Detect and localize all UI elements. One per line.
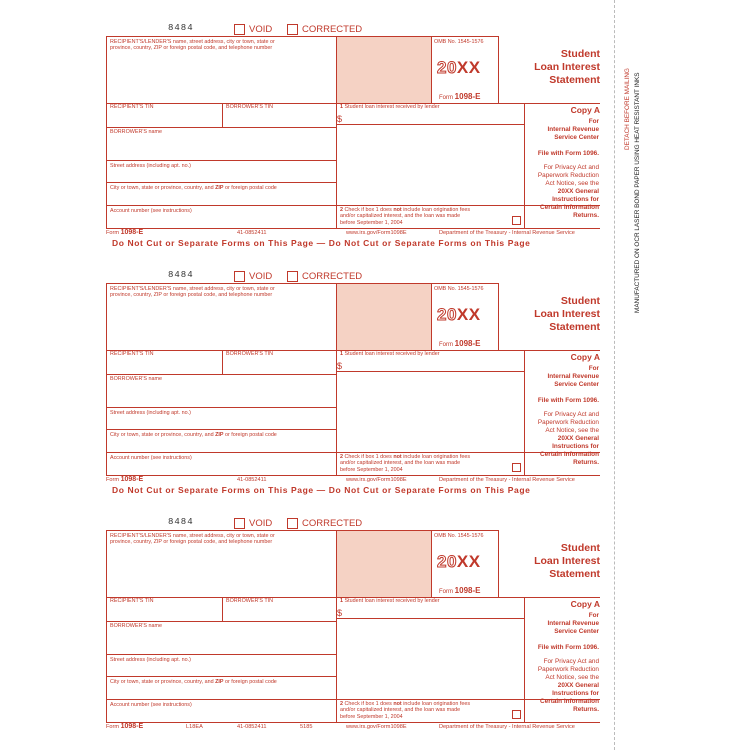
footer-cat-code: 41-0852411 — [237, 724, 267, 730]
form-code: 8484 — [168, 517, 194, 527]
box1-label: 1 Student loan interest received by lender — [340, 104, 440, 110]
omb-number: OMB No. 1545-1576 — [434, 533, 484, 539]
box2-label: 2 Check if box 1 does not include loan origination fees and/or capitalized interest, and the loan was made before September 1, 2004 — [340, 701, 471, 720]
recipient-tin-label: RECIPIENT'S TIN — [110, 351, 154, 357]
account-number-label: Account number (see instructions) — [110, 702, 192, 708]
form-title: Student Loan Interest Statement — [534, 542, 600, 580]
footer-form-id: Form 1098-E — [106, 229, 144, 236]
borrower-tin-label: BORROWER'S TIN — [226, 104, 274, 110]
account-number-label: Account number (see instructions) — [110, 455, 192, 461]
street-address-label: Street address (including apt. no.) — [110, 410, 191, 416]
privacy-notice: For Privacy Act and Paperwork Reduction Act Notice, see the 20XX General Instructions for Certain Information Returns. — [537, 411, 599, 466]
corrected-label: CORRECTED — [302, 271, 363, 282]
form-id: Form 1098-E — [439, 586, 481, 595]
footer-url: www.irs.gov/Form1098E — [346, 477, 407, 483]
footer-form-code: L18EA — [186, 724, 203, 730]
detach-notice: DETACH BEFORE MAILING — [624, 68, 631, 150]
footer-page-code: 5185 — [300, 724, 313, 730]
void-label: VOID — [249, 24, 273, 35]
recipient-tin-label: RECIPIENT'S TIN — [110, 104, 154, 110]
footer-url: www.irs.gov/Form1098E — [346, 724, 407, 730]
corrected-checkbox[interactable] — [287, 271, 298, 282]
omb-number: OMB No. 1545-1576 — [434, 39, 484, 45]
recipient-lender-label: RECIPIENT'S/LENDER'S name, street address, city or town, state or province, country, ZIP or foreign postal code, and telephone number — [110, 533, 275, 546]
borrower-name-label: BORROWER'S name — [110, 623, 162, 629]
footer-form-id: Form 1098-E — [106, 476, 144, 483]
recipient-lender-label: RECIPIENT'S/LENDER'S name, street address, city or town, state or province, country, ZIP or foreign postal code, and telephone number — [110, 286, 275, 299]
street-address-label: Street address (including apt. no.) — [110, 657, 191, 663]
recipient-tin-label: RECIPIENT'S TIN — [110, 598, 154, 604]
form-copy-3 — [0, 494, 750, 742]
corrected-checkbox[interactable] — [287, 24, 298, 35]
void-checkbox[interactable] — [234, 518, 245, 529]
borrower-tin-label: BORROWER'S TIN — [226, 598, 274, 604]
copy-for: For Internal Revenue Service Center — [547, 612, 599, 635]
borrower-tin-label: BORROWER'S TIN — [226, 351, 274, 357]
dollar-sign: $ — [337, 361, 343, 371]
city-label: City or town, state or province, country, and ZIP or foreign postal code — [110, 432, 277, 438]
void-checkbox[interactable] — [234, 24, 245, 35]
tax-year: 20XX — [437, 305, 481, 324]
void-checkbox[interactable] — [234, 271, 245, 282]
void-label: VOID — [249, 518, 273, 529]
account-number-label: Account number (see instructions) — [110, 208, 192, 214]
borrower-name-label: BORROWER'S name — [110, 376, 162, 382]
corrected-checkbox[interactable] — [287, 518, 298, 529]
footer-dept: Department of the Treasury - Internal Revenue Service — [439, 230, 575, 236]
tax-year: 20XX — [437, 58, 481, 77]
copy-for: For Internal Revenue Service Center — [547, 365, 599, 388]
tax-year: 20XX — [437, 552, 481, 571]
dollar-sign: $ — [337, 608, 343, 618]
corrected-label: CORRECTED — [302, 518, 363, 529]
city-label: City or town, state or province, country, and ZIP or foreign postal code — [110, 185, 277, 191]
void-label: VOID — [249, 271, 273, 282]
footer-dept: Department of the Treasury - Internal Revenue Service — [439, 477, 575, 483]
borrower-name-label: BORROWER'S name — [110, 129, 162, 135]
recipient-lender-label: RECIPIENT'S/LENDER'S name, street address, city or town, state or province, country, ZIP or foreign postal code, and telephone number — [110, 39, 275, 52]
copy-label: Copy A — [570, 352, 600, 362]
privacy-notice: For Privacy Act and Paperwork Reduction Act Notice, see the 20XX General Instructions for Certain Information Returns. — [537, 164, 599, 219]
do-not-cut-notice: Do Not Cut or Separate Forms on This Page — Do Not Cut or Separate Forms on This Page — [112, 485, 531, 495]
shaded-area — [336, 531, 431, 597]
form-id: Form 1098-E — [439, 339, 481, 348]
shaded-area — [336, 284, 431, 350]
box2-label: 2 Check if box 1 does not include loan origination fees and/or capitalized interest, and the loan was made before September 1, 2004 — [340, 454, 471, 473]
omb-number: OMB No. 1545-1576 — [434, 286, 484, 292]
manufactured-notice: MANUFACTURED ON OCR LASER BOND PAPER USING HEAT RESISTANT INKS — [634, 72, 641, 313]
file-with: File with Form 1096. — [537, 150, 599, 157]
shaded-area — [336, 37, 431, 103]
file-with: File with Form 1096. — [537, 397, 599, 404]
footer-url: www.irs.gov/Form1098E — [346, 230, 407, 236]
footer-form-id: Form 1098-E — [106, 723, 144, 730]
box2-label: 2 Check if box 1 does not include loan origination fees and/or capitalized interest, and the loan was made before September 1, 2004 — [340, 207, 471, 226]
footer-cat-code: 41-0852411 — [237, 477, 267, 483]
copy-label: Copy A — [570, 105, 600, 115]
box2-checkbox[interactable] — [512, 463, 521, 472]
box2-checkbox[interactable] — [512, 216, 521, 225]
do-not-cut-notice: Do Not Cut or Separate Forms on This Page — Do Not Cut or Separate Forms on This Page — [112, 238, 531, 248]
dollar-sign: $ — [337, 114, 343, 124]
form-code: 8484 — [168, 270, 194, 280]
box1-label: 1 Student loan interest received by lender — [340, 351, 440, 357]
privacy-notice: For Privacy Act and Paperwork Reduction Act Notice, see the 20XX General Instructions for Certain Information Returns. — [537, 658, 599, 713]
form-code: 8484 — [168, 23, 194, 33]
perforation-line — [614, 0, 615, 750]
city-label: City or town, state or province, country, and ZIP or foreign postal code — [110, 679, 277, 685]
corrected-label: CORRECTED — [302, 24, 363, 35]
file-with: File with Form 1096. — [537, 644, 599, 651]
copy-label: Copy A — [570, 599, 600, 609]
box2-checkbox[interactable] — [512, 710, 521, 719]
box1-label: 1 Student loan interest received by lender — [340, 598, 440, 604]
form-id: Form 1098-E — [439, 92, 481, 101]
form-title: Student Loan Interest Statement — [534, 48, 600, 86]
copy-for: For Internal Revenue Service Center — [547, 118, 599, 141]
footer-cat-code: 41-0852411 — [237, 230, 267, 236]
form-title: Student Loan Interest Statement — [534, 295, 600, 333]
street-address-label: Street address (including apt. no.) — [110, 163, 191, 169]
footer-dept: Department of the Treasury - Internal Revenue Service — [439, 724, 575, 730]
